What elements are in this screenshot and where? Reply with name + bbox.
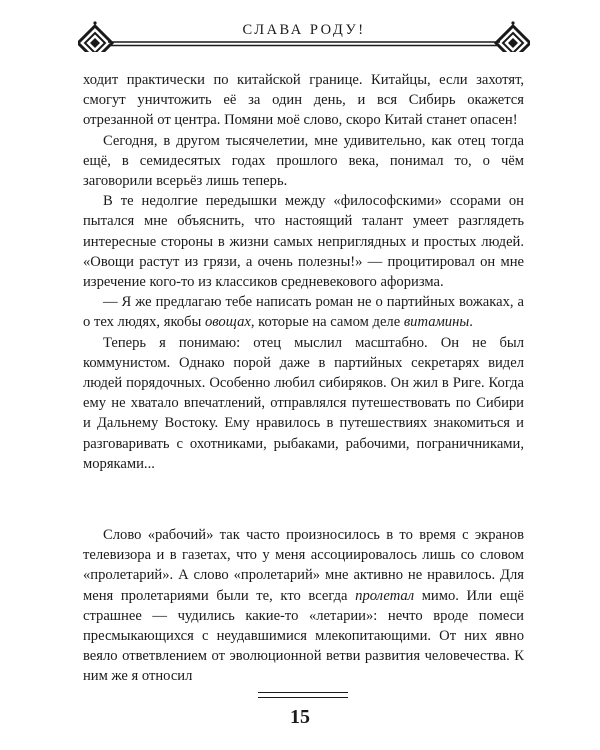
page-footer (0, 690, 600, 740)
running-header (78, 12, 530, 52)
footer-rule (258, 692, 348, 693)
running-title: СЛАВА РОДУ! (242, 22, 366, 38)
paragraph (83, 333, 524, 474)
paragraph (83, 191, 524, 292)
footer-rule (258, 697, 348, 698)
paragraph (83, 292, 524, 332)
section-break (83, 474, 524, 525)
italic-text: пролетал (355, 587, 415, 604)
page-number: 15 (290, 706, 310, 728)
text-run: . (469, 314, 473, 331)
text-run: Сегодня, в другом тысячелетии, мне удивительно, как отец тогда ещё, в семидесятых годах прошлого века, понимал то, о чём заговорили всерьёз лишь теперь. (83, 132, 524, 190)
paragraph (83, 70, 524, 131)
text-run: , которые на самом деле (250, 314, 404, 331)
text-run: ходит практически по китайской границе. Китайцы, если захотят, смогут уничтожить её за один день, и вся Сибирь окажется отрезанной от центра. Помяни моё слово, скоро Китай станет опасен! (83, 72, 524, 129)
paragraph (83, 131, 524, 192)
text-run: В те недолгие передышки между «философскими» ссорами он пытался мне объяснить, что настоящий талант умеет разглядеть интересные стороны в жизни самых неприглядных и простых людей. «Овощи растут из грязи, а очень полезны!» — процитировал он мне изречение кого-то из классиков средневекового афоризма. (83, 193, 524, 291)
paragraph (83, 525, 524, 687)
text-run: — Я же предлагаю тебе написать роман не о партийных вожаках, а о тех людях, якобы (83, 294, 524, 331)
body-text (83, 70, 524, 687)
text-run: Слово «рабочий» так часто произносилось в то время с экранов телевизора и в газетах, что у меня ассоциировалось лишь со словом «пролетарий». А слово «пролетарий» мне активно не нравилось. Для меня пролетариями были те, кто всегда (83, 527, 524, 604)
italic-text: овощах (204, 314, 251, 331)
text-run: мимо. Или ещё страшнее — чудились какие-то «летарии»: нечто вроде помеси пресмыкающихся с неудавшимися млекопитающими. От них явно веяло ответвлением от эволюционной ветви развития человечества. К ним же я относил (83, 587, 524, 685)
italic-text: витамины (403, 314, 470, 331)
text-run: Теперь я понимаю: отец мыслил масштабно. Он не был коммунистом. Однако порой даже в партийных секретарях видел людей порядочных. Особенно любил сибиряков. Он жил в Риге. Когда ему не хватало впечатлений, отправлялся путешествовать по Сибири и Дальнему Востоку. Ему нравилось в путешествиях знакомиться и разговаривать с охотниками, рыбаками, рабочими, пограничниками, моряками... (83, 334, 524, 472)
